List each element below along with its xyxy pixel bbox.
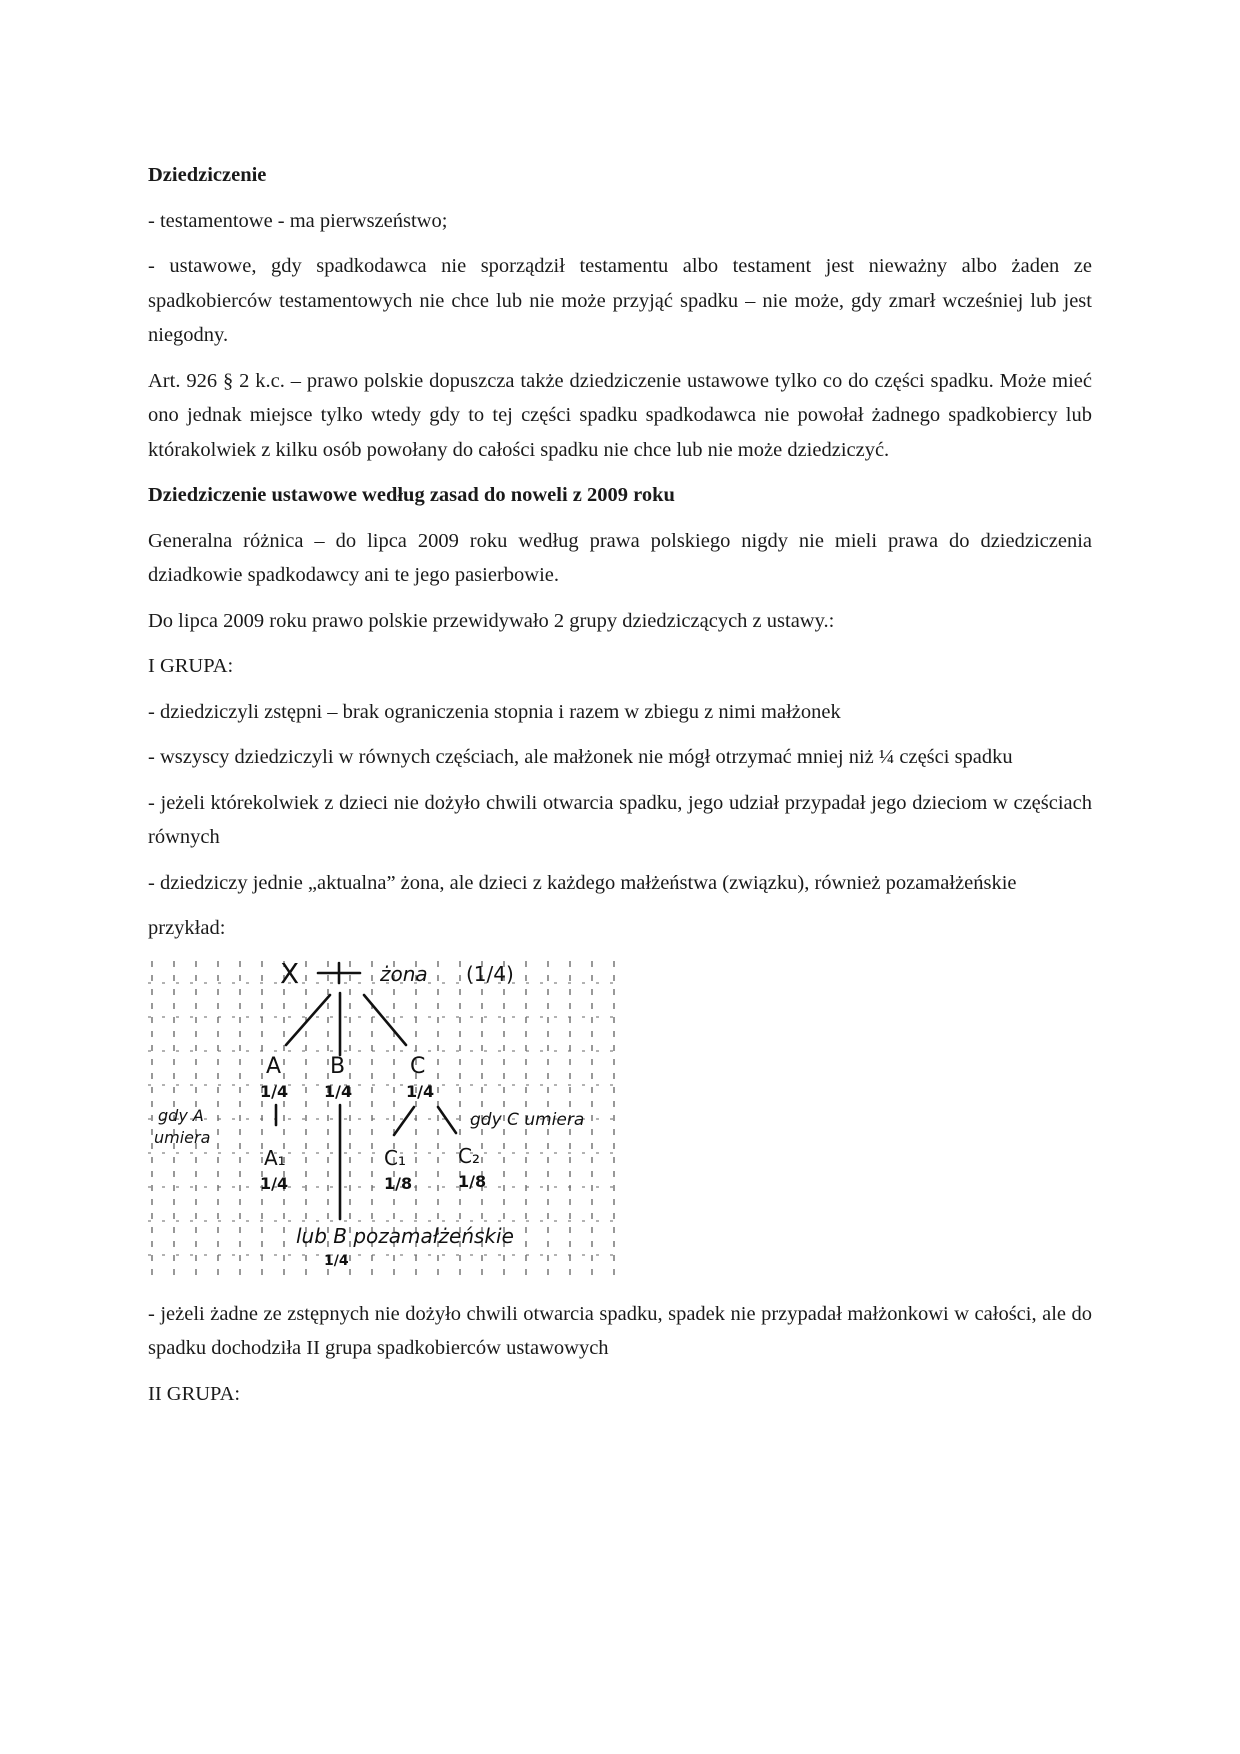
note-b-share: 1/4 <box>324 1252 349 1269</box>
grandchild-a-label: A₁ <box>264 1145 286 1170</box>
child-b-label: B <box>330 1053 346 1079</box>
section-paragraph-1: Generalna różnica – do lipca 2009 roku według prawa polskiego nigdy nie mieli prawa do dziedziczenia dziadkowie spadkodawcy ani te jego pasierbowie. <box>148 529 1092 586</box>
grandchild-c2-label: C₂ <box>458 1143 480 1168</box>
diagram-svg <box>148 957 622 1287</box>
group1-item-4: - dziedziczy jednie „aktualna” żona, ale dzieci z każdego małżeństwa (związku), również pozamałżeńskie <box>148 871 1017 894</box>
document-title: Dziedziczenie <box>148 164 267 186</box>
group1-item-3: - jeżeli którekolwiek z dzieci nie dożyło chwili otwarcia spadku, jego udział przypadał jego dzieciom w częściach równych <box>148 791 1092 848</box>
intro-paragraph-1: - testamentowe - ma pierwszeństwo; <box>148 209 448 232</box>
note-c: gdy C umiera <box>470 1109 585 1130</box>
grandchild-c1-share: 1/8 <box>384 1173 413 1193</box>
note-b: lub B pozamałżeńskie <box>296 1223 514 1248</box>
spouse-share: (1/4) <box>466 961 514 986</box>
line-to-a <box>286 995 330 1045</box>
note-a-line-1: gdy A <box>158 1105 204 1125</box>
decedent-label: X <box>280 956 300 990</box>
section-paragraph-2: Do lipca 2009 roku prawo polskie przewidywało 2 grupy dziedziczących z ustawy.: <box>148 609 835 632</box>
example-label: przykład: <box>148 917 226 939</box>
line-to-c <box>364 995 406 1045</box>
child-a-share: 1/4 <box>260 1081 289 1101</box>
inheritance-diagram <box>148 957 622 1287</box>
line-c-to-c1 <box>394 1107 414 1135</box>
group1-item-1: - dziedziczyli zstępni – brak ograniczenia stopnia i razem w zbiegu z nimi małżonek <box>148 700 841 723</box>
grandchild-c2-share: 1/8 <box>458 1171 487 1191</box>
child-a-label: A <box>266 1053 282 1079</box>
after-diagram-paragraph: - jeżeli żadne ze zstępnych nie dożyło chwili otwarcia spadku, spadek nie przypadał małżonkowi w całości, ale do spadku dochodziła II grupa spadkobierców ustawowych <box>148 1302 1092 1359</box>
grandchild-a-share: 1/4 <box>260 1173 289 1193</box>
child-c-share: 1/4 <box>406 1081 435 1101</box>
intro-paragraph-2: - ustawowe, gdy spadkodawca nie sporządził testamentu albo testament jest nieważny albo żaden ze spadkobierców testamentowych nie chce lub nie może przyjąć spadku – nie może, gdy zmarł wcześniej lub jest niegodny. <box>148 255 1092 346</box>
grandchild-c1-label: C₁ <box>384 1145 406 1170</box>
section-heading: Dziedziczenie ustawowe według zasad do noweli z 2009 roku <box>148 484 675 506</box>
group2-heading: II GRUPA: <box>148 1382 241 1405</box>
intro-paragraph-3: Art. 926 § 2 k.c. – prawo polskie dopuszcza także dziedziczenie ustawowe tylko co do części spadku. Może mieć ono jednak miejsce tylko wtedy gdy to tej części spadku spadkodawca nie powołał żadnego spadkobiercy lub którakolwiek z kilku osób powołany do całości spadku nie chce lub nie może dziedziczyć. <box>148 369 1092 461</box>
child-b-share: 1/4 <box>324 1081 353 1101</box>
document-content <box>148 158 1092 1422</box>
line-c-to-c2 <box>438 1107 456 1133</box>
group1-item-2: - wszyscy dziedziczyli w równych częściach, ale małżonek nie mógł otrzymać mniej niż ¼ części spadku <box>148 746 1013 768</box>
spouse-label: żona <box>380 961 428 986</box>
child-c-label: C <box>410 1053 426 1079</box>
group1-heading: I GRUPA: <box>148 655 234 677</box>
note-a-line-2: umiera <box>154 1127 211 1147</box>
